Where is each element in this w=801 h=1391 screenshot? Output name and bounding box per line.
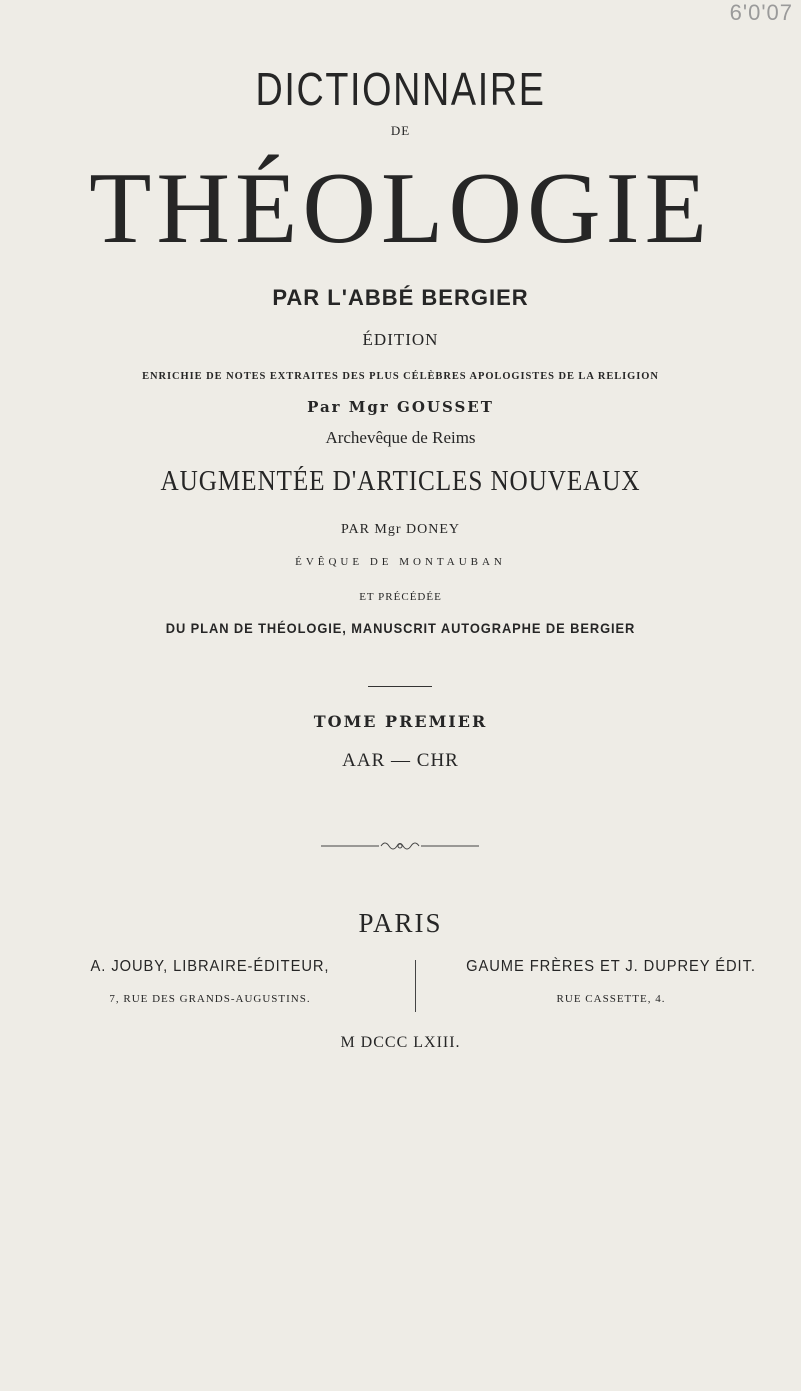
- enrichie-line: ENRICHIE DE NOTES EXTRAITES DES PLUS CÉLÈBRES APOLOGISTES DE LA RELIGION: [142, 370, 659, 382]
- par-doney-line: PAR Mgr DONEY: [340, 522, 461, 537]
- plan-line: DU PLAN DE THÉOLOGIE, MANUSCRIT AUTOGRAPHE DE BERGIER: [165, 620, 636, 636]
- author-line: PAR L'ABBÉ BERGIER: [272, 285, 529, 310]
- library-stamp: 6'0'07: [729, 0, 793, 25]
- augmentee-line: AUGMENTÉE D'ARTICLES NOUVEAUX: [160, 466, 641, 497]
- imprint-separator: [415, 960, 416, 1012]
- precedee-line: ET PRÉCÉDÉE: [359, 591, 442, 603]
- title-de: DE: [390, 123, 411, 138]
- imprint-city: PARIS: [358, 908, 443, 938]
- archeveque-line: Archevêque de Reims: [325, 428, 476, 447]
- par-gousset-line: Par Mgr GOUSSET: [307, 398, 494, 416]
- edition-label: ÉDITION: [362, 330, 439, 349]
- right-publisher: GAUME FRÈRES ET J. DUPREY ÉDIT.: [466, 958, 756, 975]
- left-address: 7, RUE DES GRANDS-AUGUSTINS.: [109, 993, 311, 1005]
- imprint-date: M DCCC LXIII.: [340, 1034, 461, 1051]
- tome-label: TOME PREMIER: [313, 712, 488, 731]
- title-dictionnaire: DICTIONNAIRE: [255, 63, 546, 115]
- volume-range: AAR — CHR: [342, 750, 459, 771]
- ornament-divider: [321, 839, 479, 853]
- divider-rule: [368, 686, 432, 687]
- title-theologie: THÉOLOGIE: [89, 152, 712, 265]
- right-address: RUE CASSETTE, 4.: [556, 993, 666, 1005]
- eveque-line: ÉVÊQUE DE MONTAUBAN: [295, 556, 506, 568]
- left-publisher: A. JOUBY, LIBRAIRE-ÉDITEUR,: [90, 958, 330, 975]
